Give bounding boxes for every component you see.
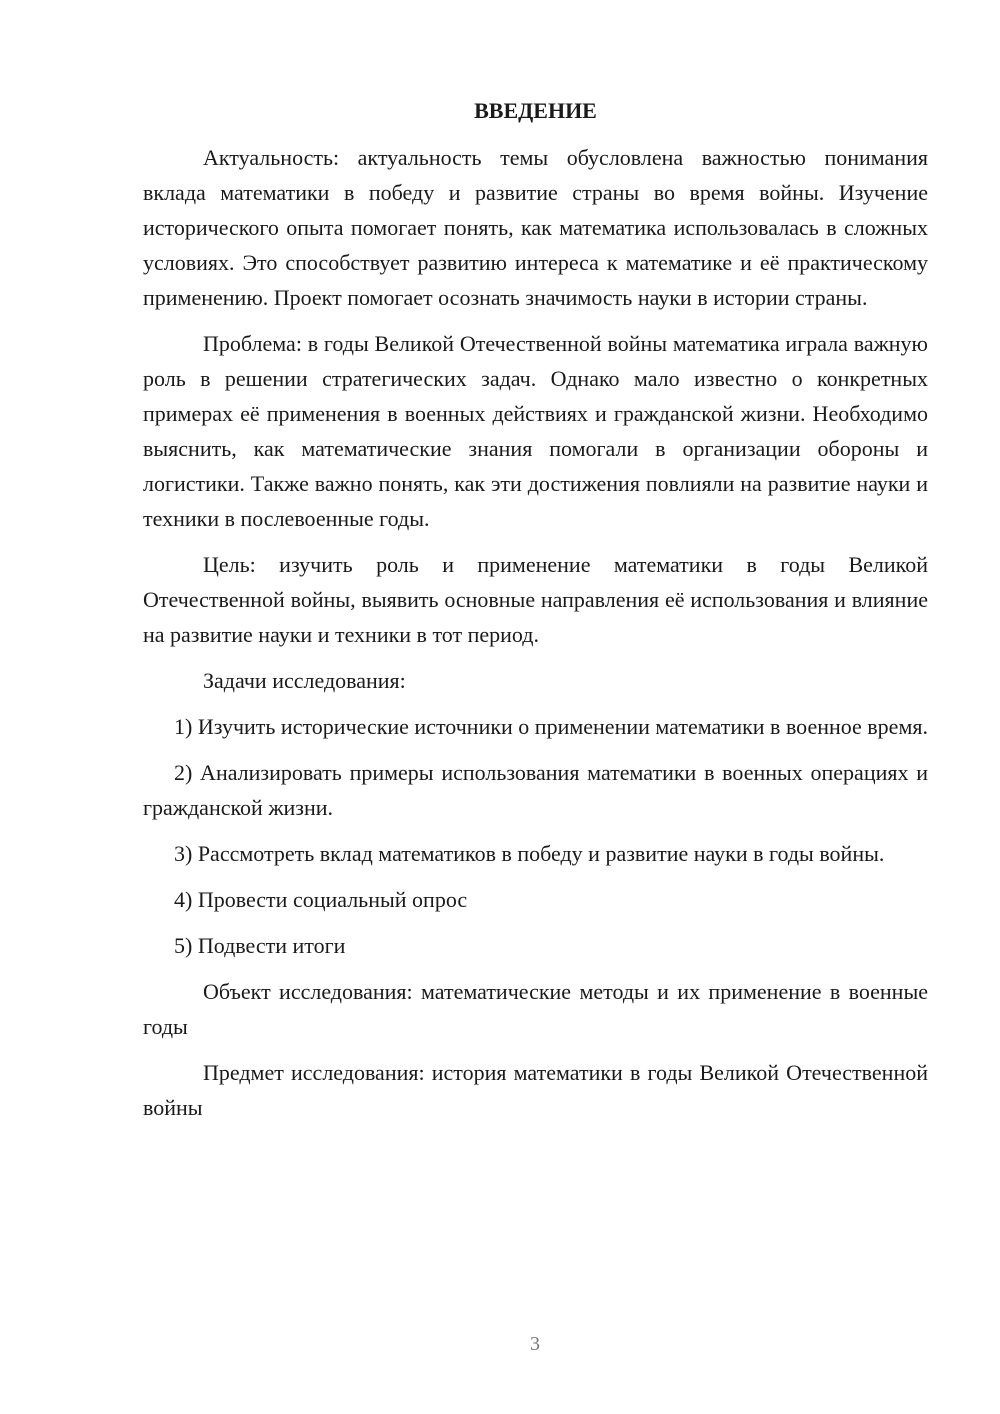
subject-paragraph: Предмет исследования: история математики в годы Великой Отечественной войны <box>143 1060 928 1120</box>
relevance-paragraph: Актуальность: актуальность темы обусловлена важностью понимания вклада математики в победу и развитие страны во время войны. Изучение исторического опыта помогает понять, как математика использовалась в сложных условиях. Это способствует развитию интереса к математике и её практическому применению. Проект помогает осознать значимость науки в истории страны. <box>143 145 928 310</box>
goal-paragraph: Цель: изучить роль и применение математики в годы Великой Отечественной войны, выявить основные направления её использования и влияние на развитие науки и техники в тот период. <box>143 552 928 647</box>
page-number: 3 <box>530 1333 540 1355</box>
document-page <box>143 96 928 1136</box>
tasks-heading: Задачи исследования: <box>203 668 406 693</box>
task-item-3: 3) Рассмотреть вклад математиков в победу и развитие науки в годы войны. <box>174 841 885 866</box>
section-title: ВВЕДЕНИЕ <box>474 98 597 123</box>
task-item-4: 4) Провести социальный опрос <box>174 887 468 912</box>
task-item-2: 2) Анализировать примеры использования математики в военных операциях и гражданской жизни. <box>143 760 928 820</box>
task-item-1: 1) Изучить исторические источники о применении математики в военное время. <box>174 714 928 739</box>
object-paragraph: Объект исследования: математические методы и их применение в военные годы <box>143 979 928 1039</box>
problem-paragraph: Проблема: в годы Великой Отечественной войны математика играла важную роль в решении стратегических задач. Однако мало известно о конкретных примерах её применения в военных действиях и гражданской жизни. Необходимо выяснить, как математические знания помогали в организации обороны и логистики. Также важно понять, как эти достижения повлияли на развитие науки и техники в послевоенные годы. <box>143 331 928 531</box>
task-item-5: 5) Подвести итоги <box>174 933 346 958</box>
